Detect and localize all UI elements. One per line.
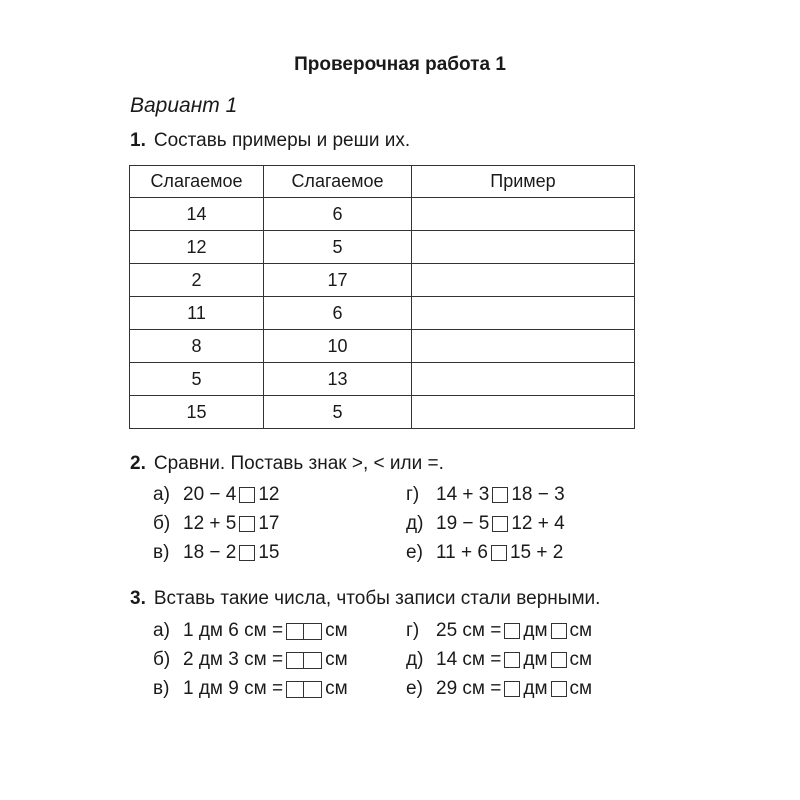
table-row bbox=[130, 198, 635, 231]
addend-2-cell: 5 bbox=[264, 231, 412, 264]
dm-answer-box[interactable] bbox=[504, 652, 520, 668]
convert-item-d bbox=[406, 620, 592, 642]
variant-heading: Вариант 1 bbox=[130, 94, 238, 117]
unit-label: см bbox=[569, 649, 593, 670]
example-cell[interactable] bbox=[412, 198, 635, 231]
task-3-heading bbox=[130, 588, 600, 610]
item-label: д) bbox=[406, 513, 424, 534]
task-1-heading bbox=[130, 130, 410, 152]
convert-item-e bbox=[406, 649, 592, 671]
convert-item-f bbox=[406, 678, 592, 700]
addends-table bbox=[129, 165, 635, 429]
example-cell[interactable] bbox=[412, 363, 635, 396]
compare-item-d bbox=[406, 484, 565, 506]
unit-label: см bbox=[325, 649, 348, 670]
convert-item-c bbox=[153, 678, 348, 700]
item-label: а) bbox=[153, 484, 170, 505]
addend-2-cell: 6 bbox=[264, 198, 412, 231]
cm-answer-box[interactable] bbox=[551, 681, 567, 697]
unit-label: см bbox=[569, 620, 593, 641]
expression: 25 см = bbox=[436, 620, 502, 641]
example-cell[interactable] bbox=[412, 264, 635, 297]
task-number: 3. bbox=[130, 588, 146, 609]
left-expression: 18 − 2 bbox=[183, 542, 237, 563]
addend-1-cell: 15 bbox=[130, 396, 264, 429]
item-label: д) bbox=[406, 649, 424, 670]
unit-label: см bbox=[325, 620, 348, 641]
answer-box[interactable] bbox=[492, 516, 508, 532]
item-label: а) bbox=[153, 620, 170, 641]
convert-item-a bbox=[153, 620, 348, 642]
task-text: Составь примеры и реши их. bbox=[153, 130, 411, 151]
expression: 1 дм 6 см = bbox=[183, 620, 284, 641]
example-cell[interactable] bbox=[412, 396, 635, 429]
right-expression: 18 − 3 bbox=[511, 484, 565, 505]
table-row bbox=[130, 264, 635, 297]
addend-1-cell: 12 bbox=[130, 231, 264, 264]
item-label: е) bbox=[406, 542, 423, 563]
right-expression: 15 + 2 bbox=[509, 542, 564, 563]
convert-item-b bbox=[153, 649, 348, 671]
right-expression: 17 bbox=[258, 513, 280, 534]
item-label: в) bbox=[153, 678, 170, 699]
answer-box[interactable] bbox=[492, 487, 508, 503]
unit-label: см bbox=[569, 678, 593, 699]
table-header-row bbox=[130, 166, 635, 198]
addend-1-cell: 14 bbox=[130, 198, 264, 231]
left-expression: 20 − 4 bbox=[183, 484, 237, 505]
expression: 2 дм 3 см = bbox=[183, 649, 284, 670]
item-label: б) bbox=[153, 649, 171, 670]
compare-item-c bbox=[153, 542, 280, 564]
two-digit-answer-box[interactable] bbox=[286, 652, 322, 669]
unit-label: см bbox=[325, 678, 348, 699]
item-label: е) bbox=[406, 678, 423, 699]
task-text: Сравни. Поставь знак >, < или =. bbox=[153, 453, 444, 474]
example-cell[interactable] bbox=[412, 231, 635, 264]
answer-box[interactable] bbox=[239, 487, 255, 503]
unit-label: дм bbox=[523, 649, 548, 670]
answer-box[interactable] bbox=[239, 545, 255, 561]
column-header-example: Пример bbox=[412, 166, 635, 198]
table-row bbox=[130, 396, 635, 429]
unit-label: дм bbox=[523, 678, 548, 699]
left-expression: 11 + 6 bbox=[436, 542, 488, 563]
two-digit-answer-box[interactable] bbox=[286, 681, 322, 698]
right-expression: 15 bbox=[258, 542, 280, 563]
expression: 14 см = bbox=[436, 649, 502, 670]
compare-item-a bbox=[153, 484, 280, 506]
addend-2-cell: 10 bbox=[264, 330, 412, 363]
item-label: в) bbox=[153, 542, 170, 563]
compare-item-e bbox=[406, 513, 565, 535]
table-row bbox=[130, 231, 635, 264]
left-expression: 12 + 5 bbox=[183, 513, 237, 534]
addend-1-cell: 5 bbox=[130, 363, 264, 396]
addend-1-cell: 8 bbox=[130, 330, 264, 363]
table-row bbox=[130, 363, 635, 396]
task-2-heading bbox=[130, 453, 444, 475]
answer-box[interactable] bbox=[239, 516, 255, 532]
example-cell[interactable] bbox=[412, 297, 635, 330]
addend-2-cell: 17 bbox=[264, 264, 412, 297]
two-digit-answer-box[interactable] bbox=[286, 623, 322, 640]
task-number: 2. bbox=[130, 453, 146, 474]
expression: 29 см = bbox=[436, 678, 502, 699]
dm-answer-box[interactable] bbox=[504, 623, 520, 639]
item-label: б) bbox=[153, 513, 171, 534]
cm-answer-box[interactable] bbox=[551, 652, 567, 668]
addend-2-cell: 13 bbox=[264, 363, 412, 396]
addend-1-cell: 2 bbox=[130, 264, 264, 297]
column-header-addend-2: Слагаемое bbox=[264, 166, 412, 198]
task-number: 1. bbox=[130, 130, 146, 151]
answer-box[interactable] bbox=[491, 545, 507, 561]
compare-item-b bbox=[153, 513, 280, 535]
dm-answer-box[interactable] bbox=[504, 681, 520, 697]
right-expression: 12 + 4 bbox=[511, 513, 565, 534]
expression: 1 дм 9 см = bbox=[183, 678, 284, 699]
right-expression: 12 bbox=[258, 484, 280, 505]
left-expression: 14 + 3 bbox=[436, 484, 490, 505]
page-title: Проверочная работа 1 bbox=[294, 54, 506, 75]
cm-answer-box[interactable] bbox=[551, 623, 567, 639]
table-row bbox=[130, 297, 635, 330]
table-row bbox=[130, 330, 635, 363]
item-label: г) bbox=[406, 484, 420, 505]
task-text: Вставь такие числа, чтобы записи стали верными. bbox=[153, 588, 601, 609]
compare-item-f bbox=[406, 542, 563, 564]
example-cell[interactable] bbox=[412, 330, 635, 363]
unit-label: дм bbox=[523, 620, 548, 641]
addend-2-cell: 5 bbox=[264, 396, 412, 429]
item-label: г) bbox=[406, 620, 420, 641]
addend-2-cell: 6 bbox=[264, 297, 412, 330]
column-header-addend-1: Слагаемое bbox=[130, 166, 264, 198]
addend-1-cell: 11 bbox=[130, 297, 264, 330]
left-expression: 19 − 5 bbox=[436, 513, 490, 534]
